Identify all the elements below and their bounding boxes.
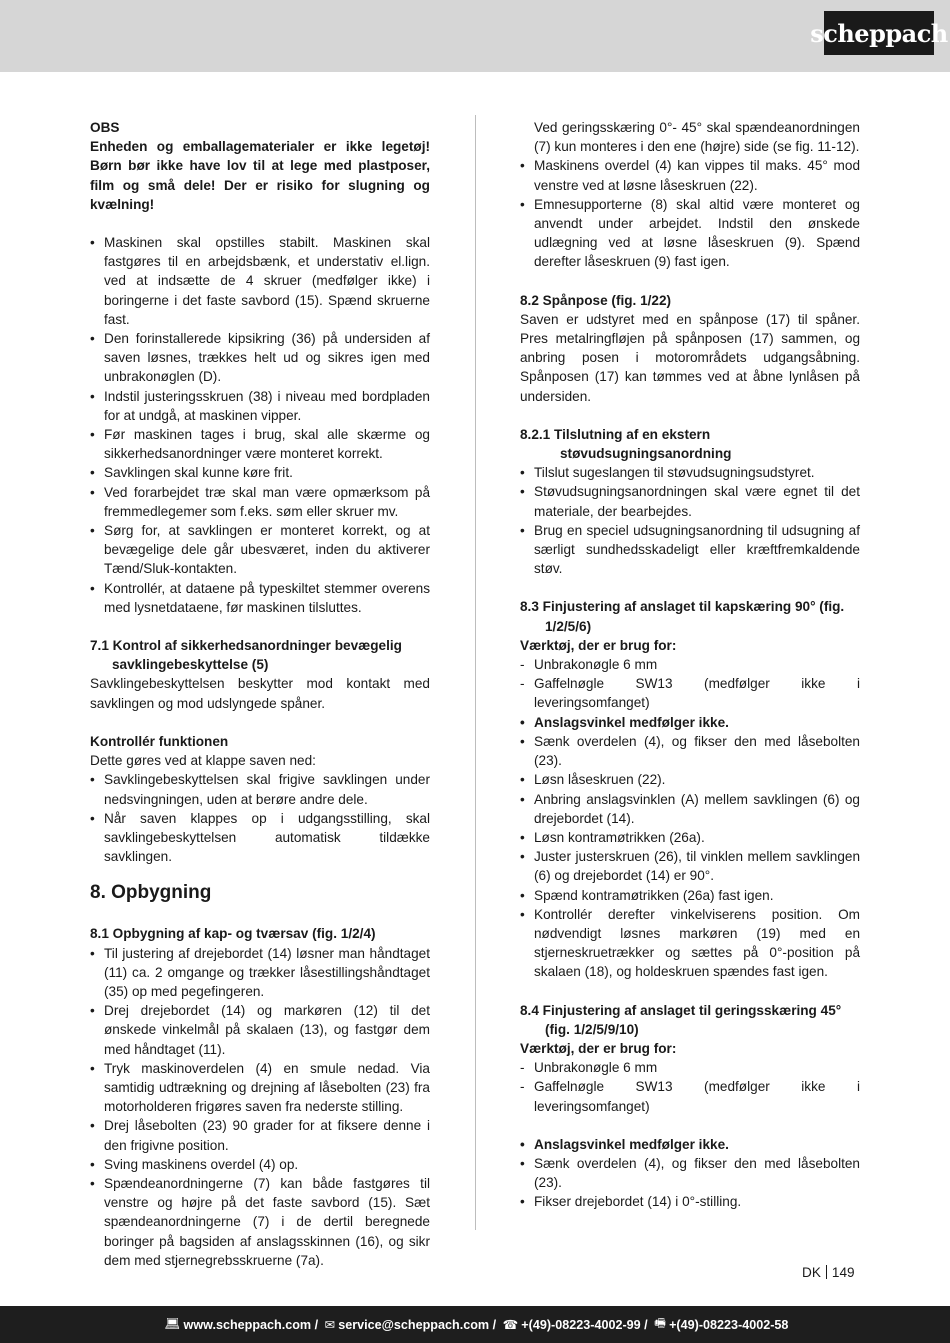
- footer-email-link[interactable]: service@scheppach.com: [338, 1317, 490, 1332]
- language-code: DK: [802, 1265, 821, 1280]
- check-function-heading: Kontrollér funktionen: [90, 733, 229, 749]
- list-item: • Savklingebeskyttelsen skal frigive savklingen under nedsvingningen, uden at berøre andre dele.: [90, 770, 430, 808]
- list-item: • Anbring anslagsvinklen (A) mellem savklingen (6) og drejebordet (14).: [520, 790, 860, 828]
- list-item: • Savklingen skal kunne køre frit.: [90, 463, 430, 482]
- section-8-2-1-list: [520, 463, 860, 578]
- computer-icon: 💻︎: [164, 1317, 181, 1331]
- tools-label: Værktøj, der er brug for:: [520, 1040, 677, 1056]
- list-item: • Løsn låseskruen (22).: [520, 770, 860, 789]
- obs-title: OBS: [90, 120, 120, 135]
- list-item: - Gaffelnøgle SW13 (medfølger ikke i leveringsomfanget): [520, 674, 860, 712]
- list-item: • Emnesupporterne (8) skal altid være monteret og anvendt under arbejdet. Indstil den ønskede udlægning ved at løsne låseskruen (9). Spænd derefter låseskruen (9) fast igen.: [520, 195, 860, 272]
- section-8-4-list: [520, 1135, 860, 1212]
- section-8-1-list: [90, 944, 430, 1270]
- list-item: • Løsn kontramøtrikken (26a).: [520, 828, 860, 847]
- footer-fax: +(49)-08223-4002-58: [669, 1317, 789, 1332]
- list-item: • Sænk overdelen (4), og fikser den med låsebolten (23).: [520, 732, 860, 770]
- header-band: [0, 0, 950, 72]
- list-item: • Anslagsvinkel medfølger ikke.: [520, 1135, 860, 1154]
- list-item: - Unbrakonøgle 6 mm: [520, 1058, 860, 1077]
- section-7-1-heading: 7.1 Kontrol af sikkerhedsanordninger bevægelig savklingebeskyttelse (5): [90, 638, 402, 673]
- list-item: • Kontrollér derefter vinkelviserens position. Om nødvendigt løsnes markøren (19) med en stjerneskruetrækker og sættes på 0°-position på skalaen (18), og holdeskruen spændes fast igen.: [520, 905, 860, 982]
- list-item: • Til justering af drejebordet (14) løsner man håndtaget (11) ca. 2 omgange og trækker låsestillingshåndtaget (35) op med pegefingeren.: [90, 944, 430, 1002]
- section-8-2-1-heading: 8.2.1 Tilslutning af en ekstern støvudsugningsanordning: [520, 426, 732, 462]
- continued-list: [520, 156, 860, 271]
- list-item: • Maskinen skal opstilles stabilt. Maskinen skal fastgøres til en arbejdsbænk, et understativ el.lign. ved at indsætte de 4 skruer (medfølger ikke) i boringerne i det faste savbord (15). Spænd skruerne fast.: [90, 233, 430, 329]
- list-item: • Drej låsebolten (23) 90 grader for at fiksere denne i den frigivne position.: [90, 1116, 430, 1154]
- list-item: • Juster justerskruen (26), til vinklen mellem savklingen (6) og drejebordet (14) er 90°.: [520, 847, 860, 885]
- check-function-list: [90, 770, 430, 866]
- footer-website-link[interactable]: www.scheppach.com: [183, 1317, 312, 1332]
- section-8-2-text: Saven er udstyret med en spånpose (17) til spåner. Pres metalringfløjen på spånposen (17) sammen, og anbring posen i motorområdets udgangsåbning. Spånposen (17) kan tømmes ved at åbne lynlåsen på undersiden.: [520, 311, 860, 404]
- footer-phone: +(49)-08223-4002-99: [521, 1317, 641, 1332]
- brand-logo: scheppach: [824, 11, 934, 55]
- footer-bar: 💻︎ www.scheppach.com / ✉︎ service@scheppach.com / ☎︎ +(49)-08223-4002-99 / 🖷︎ +(49)-08223-4002-58: [0, 1306, 950, 1343]
- list-item: • Indstil justeringsskruen (38) i niveau med bordpladen for at undgå, at maskinen vipper.: [90, 387, 430, 425]
- section-8-3-tools: [520, 655, 860, 713]
- list-item: • Sørg for, at savklingen er monteret korrekt, og at bevægelige dele går ubesværet, inden du aktiverer Tænd/Sluk-kontakten.: [90, 521, 430, 579]
- list-item: • Drej drejebordet (14) og markøren (12) til det ønskede vinkelmål på skalaen (13), og fastgør dem med håndtaget (11).: [90, 1001, 430, 1059]
- section-8-3-list: [520, 713, 860, 982]
- fax-icon: 🖷︎: [654, 1316, 667, 1330]
- phone-icon: ☎︎: [502, 1318, 519, 1332]
- section-8-4-heading: 8.4 Finjustering af anslaget til geringsskæring 45° (fig. 1/2/5/9/10): [520, 1002, 842, 1037]
- section-8-1-heading: 8.1 Opbygning af kap- og tværsav (fig. 1/2/4): [90, 926, 376, 942]
- list-item: • Den forinstallerede kipsikring (36) på undersiden af saven løsnes, trækkes helt ud og sikres igen med unbrakonøglen (D).: [90, 329, 430, 387]
- list-item: • Anslagsvinkel medfølger ikke.: [520, 713, 860, 732]
- list-item: • Sænk overdelen (4), og fikser den med låsebolten (23).: [520, 1154, 860, 1192]
- list-item: • Brug en speciel udsugningsanordning til udsugning af særligt sundhedsskadeligt eller kræftfremkaldende støv.: [520, 521, 860, 579]
- right-column: [520, 118, 860, 1212]
- section-8-2-heading: 8.2 Spånpose (fig. 1/22): [520, 292, 672, 308]
- list-item: - Gaffelnøgle SW13 (medfølger ikke i leveringsomfanget): [520, 1077, 860, 1115]
- setup-bullet-list: [90, 233, 430, 617]
- list-item: • Når saven klappes op i udgangsstilling, skal savklingebeskyttelsen automatisk tildække savklingen.: [90, 809, 430, 867]
- list-item: • Spænd kontramøtrikken (26a) fast igen.: [520, 886, 860, 905]
- list-item: • Fikser drejebordet (14) i 0°-stilling.: [520, 1192, 860, 1211]
- section-7-1-text: Savklingebeskyttelsen beskytter mod kontakt med savklingen og mod udslyngede spåner.: [90, 676, 430, 711]
- left-column: [90, 118, 430, 1270]
- continued-text: Ved geringsskæring 0°- 45° skal spændeanordningen (7) kun monteres i den ene (højre) side (se fig. 11-12).: [534, 120, 860, 155]
- list-item: • Ved forarbejdet træ skal man være opmærksom på fremmedlegemer som f.eks. søm eller skruer mv.: [90, 483, 430, 521]
- list-item: • Sving maskinens overdel (4) op.: [90, 1155, 430, 1174]
- list-item: • Tilslut sugeslangen til støvudsugningsudstyret.: [520, 463, 860, 482]
- chapter-8-heading: 8. Opbygning: [90, 882, 212, 904]
- page-number: [802, 1265, 855, 1280]
- column-divider: [475, 115, 476, 1230]
- list-item: • Støvudsugningsanordningen skal være egnet til det materiale, der bearbejdes.: [520, 482, 860, 520]
- email-icon: ✉︎: [324, 1318, 336, 1332]
- list-item: • Kontrollér, at dataene på typeskiltet stemmer overens med lysnetdataene, før maskinen tilsluttes.: [90, 579, 430, 617]
- check-function-intro: Dette gøres ved at klappe saven ned:: [90, 753, 316, 769]
- obs-warning: Enheden og emballagematerialer er ikke legetøj! Børn bør ikke have lov til at lege med plastposer, film og små dele! Der er risiko for slugning og kvælning!: [90, 139, 430, 212]
- list-item: • Spændeanordningerne (7) kan både fastgøres til venstre og højre på det faste savbord (15). Sæt spændeanordningerne (7) i de dertil beregnede boringer på bagsiden af anslagsskinnen (16), og sikr dem med stjernegrebsskruerne (7a).: [90, 1174, 430, 1270]
- list-item: • Tryk maskinoverdelen (4) en smule nedad. Via samtidig udtrækning og drejning af låsebolten (23) fra motorholderen frigøres saven fra nederste stilling.: [90, 1059, 430, 1117]
- list-item: - Unbrakonøgle 6 mm: [520, 655, 860, 674]
- tools-label: Værktøj, der er brug for:: [520, 637, 677, 653]
- list-item: • Maskinens overdel (4) kan vippes til maks. 45° mod venstre ved at løsne låseskruen (22).: [520, 156, 860, 194]
- section-8-4-tools: [520, 1058, 860, 1116]
- section-8-3-heading: 8.3 Finjustering af anslaget til kapskæring 90° (fig. 1/2/5/6): [520, 599, 845, 634]
- page-number-value: 149: [831, 1265, 855, 1280]
- list-item: • Før maskinen tages i brug, skal alle skærme og sikkerhedsanordninger være monteret korrekt.: [90, 425, 430, 463]
